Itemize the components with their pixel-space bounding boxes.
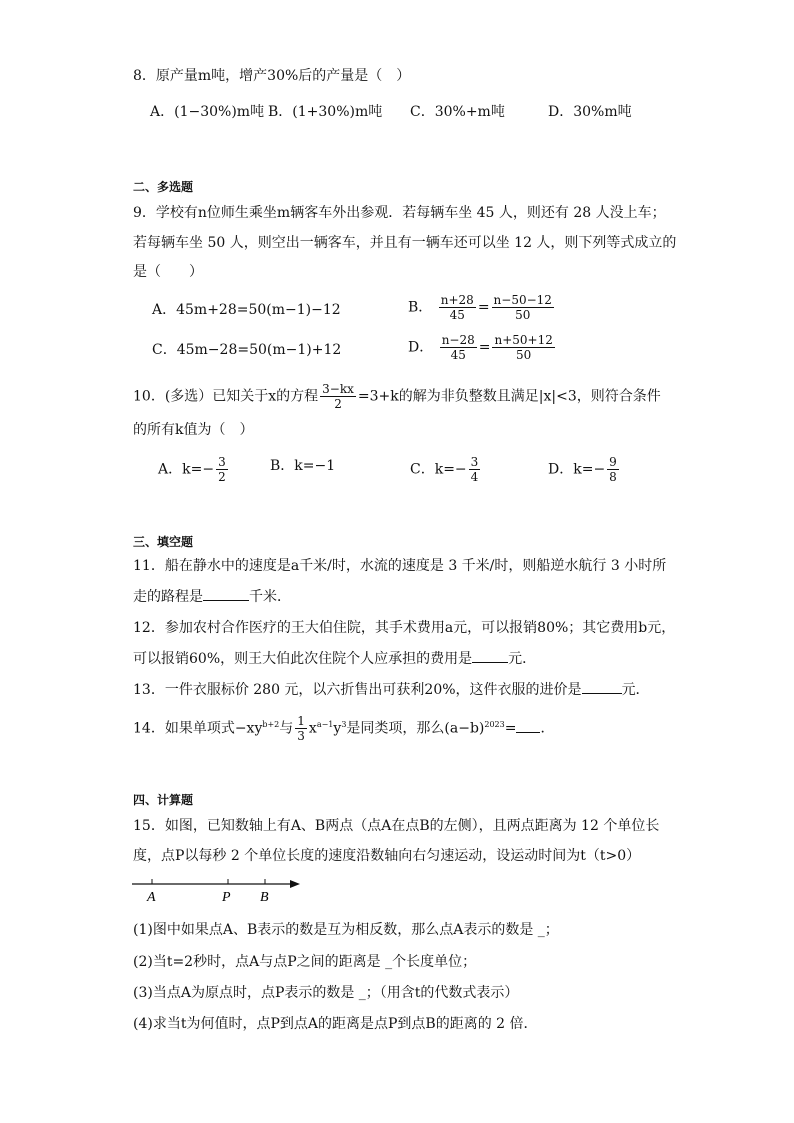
denominator: 50 [516,348,532,362]
q9-d-left-fraction [440,333,477,362]
q13-text-a: 13．一件衣服标价 280 元，以六折售出可获利20%，这件衣服的进价是 [133,682,582,698]
q9-option-b: B． $\frac{n+28}{45}$ = $\frac{n-50-12}{50}$ [408,293,552,322]
exponent: b+2 [262,719,280,729]
q10-option-a [158,455,230,484]
exponent: 2023 [484,719,505,729]
numerator: n−28 [441,333,475,347]
q10-option-b: B．k=−1 [270,458,336,474]
section-heading-calculation: 四、计算题 [133,793,194,807]
axis-arrow [290,880,300,888]
q8-option-c: C．30%+m吨 [410,104,505,120]
numerator: 9 [609,455,617,469]
q14-text-c: x [308,720,317,737]
answer-blank[interactable] [203,586,249,601]
q11-text-a: 走的路程是 [133,589,203,605]
axis-label-a: A [147,890,156,905]
q15-line-1: 15．如图，已知数轴上有A、B两点（点A在点B的左侧），且两点距离为 12 个单位长 [133,818,660,834]
q9-b-right-fraction [492,293,554,322]
q14-text-g: ． [540,720,555,737]
q10-option-a-label: A．k=− [158,461,215,478]
q13-text-b: 元． [621,682,650,698]
axis-label-b: B [260,890,269,905]
q10-post: =3+k的解为非负整数且满足|x|<3，则符合条件 [357,388,661,405]
q11-text-b: 千米． [249,589,291,605]
numerator: 3 [218,455,226,469]
q10-d-fraction [607,455,619,484]
answer-blank[interactable] [472,648,508,663]
q8-stem: 8．原产量m吨，增产30%后的产量是（ ） [133,68,411,84]
q9-d-right-fraction [492,333,554,362]
q9-option-d: D． $\frac{n-28}{45}$ = $\frac{n+50+12}{50}$ [408,333,553,362]
q13-line [133,679,650,700]
q12-text-b: 元． [508,651,537,667]
q12-line-2 [133,648,536,669]
q10-a-fraction [216,455,228,484]
numerator: n+28 [440,293,474,307]
q10-c-fraction [469,455,481,484]
axis-label-p: P [222,890,231,905]
denominator: 45 [450,348,466,362]
q9-line-3: 是（ ） [133,264,203,280]
q10-line-2: 的所有k值为（ ） [133,422,254,438]
q10-option-d [548,455,621,484]
q12-text-a: 可以报销60%，则王大伯此次住院个人应承担的费用是 [133,651,473,667]
q9-option-b-label: B． [408,299,433,316]
q9-option-a: A．45m+28=50(m−1)−12 [152,302,341,318]
q15-sub-2: (2)当t=2秒时，点A与点P之间的距离是 _个长度单位； [133,954,477,970]
q15-sub-1: (1)图中如果点A、B表示的数是互为相反数，那么点A表示的数是 _； [133,922,559,938]
q10-line-1 [133,382,661,411]
q8-option-a: A．(1−30%)m吨 [150,104,265,120]
q14-fraction [295,714,307,743]
q9-line-2: 若每辆车坐 50 人，则空出一辆客车，并且有一辆车还可以坐 12 人，则下列等式成立的 [133,235,677,251]
q9-option-d-label: D． [408,339,434,356]
denominator: 45 [449,308,465,322]
number-line-diagram [130,870,305,906]
q14-text-b: 与 [279,720,294,737]
q14-text-d: y [333,720,342,737]
q14-text-a: 14．如果单项式−xy [133,720,263,737]
denominator: 8 [609,470,617,484]
q10-option-c-label: C．k=− [410,461,467,478]
denominator: 2 [334,397,342,411]
answer-blank[interactable] [516,718,540,733]
numerator: 1 [297,714,305,728]
q14-text-f: = [504,720,517,737]
q15-sub-3: (3)当点A为原点时，点P表示的数是 _；（用含t的代数式表示） [133,985,519,1001]
q9-b-left-fraction [439,293,476,322]
q9-line-1: 9．学校有n位师生乘坐m辆客车外出参观．若每辆车坐 45 人，则还有 28 人没上车； [133,205,666,221]
q11-line-2 [133,586,291,607]
q15-sub-4: (4)求当t为何值时，点P到点A的距离是点P到点B的距离的 2 倍． [133,1016,538,1032]
numerator: n−50−12 [493,293,552,307]
q14-text-e: 是同类项，那么(a−b) [346,720,485,737]
numerator: 3 [470,455,479,469]
denominator: 50 [515,308,531,322]
denominator: 2 [218,470,226,484]
exponent: a−1 [316,719,334,729]
numerator: 3−kx [322,382,354,396]
q15-line-2: 度，点P以每秒 2 个单位长度的速度沿数轴向右匀速运动，设运动时间为t（t>0） [133,848,641,864]
q10-option-c [410,455,482,484]
q10-option-d-label: D．k=− [548,461,606,478]
exponent: 3 [341,719,347,729]
numerator: n+50+12 [494,333,553,347]
q8-option-b: B．(1+30%)m吨 [268,104,383,120]
q10-pre: 10．(多选）已知关于x的方程 [133,388,319,405]
denominator: 4 [470,470,479,484]
answer-blank[interactable] [582,679,622,694]
section-heading-fill-blank: 三、填空题 [133,535,194,549]
q10-equation-fraction [320,382,356,411]
q8-option-d: D．30%m吨 [548,104,632,120]
section-heading-multi-choice: 二、多选题 [133,180,194,194]
q11-line-1: 11．船在静水中的速度是a千米/时，水流的速度是 3 千米/时，则船逆水航行 3 小时所 [133,558,667,574]
q9-option-c: C．45m−28=50(m−1)+12 [152,342,342,358]
denominator: 3 [297,729,305,743]
q12-line-1: 12．参加农村合作医疗的王大伯住院，其手术费用a元，可以报销80%；其它费用b元， [133,620,676,636]
q14-line [133,714,554,743]
